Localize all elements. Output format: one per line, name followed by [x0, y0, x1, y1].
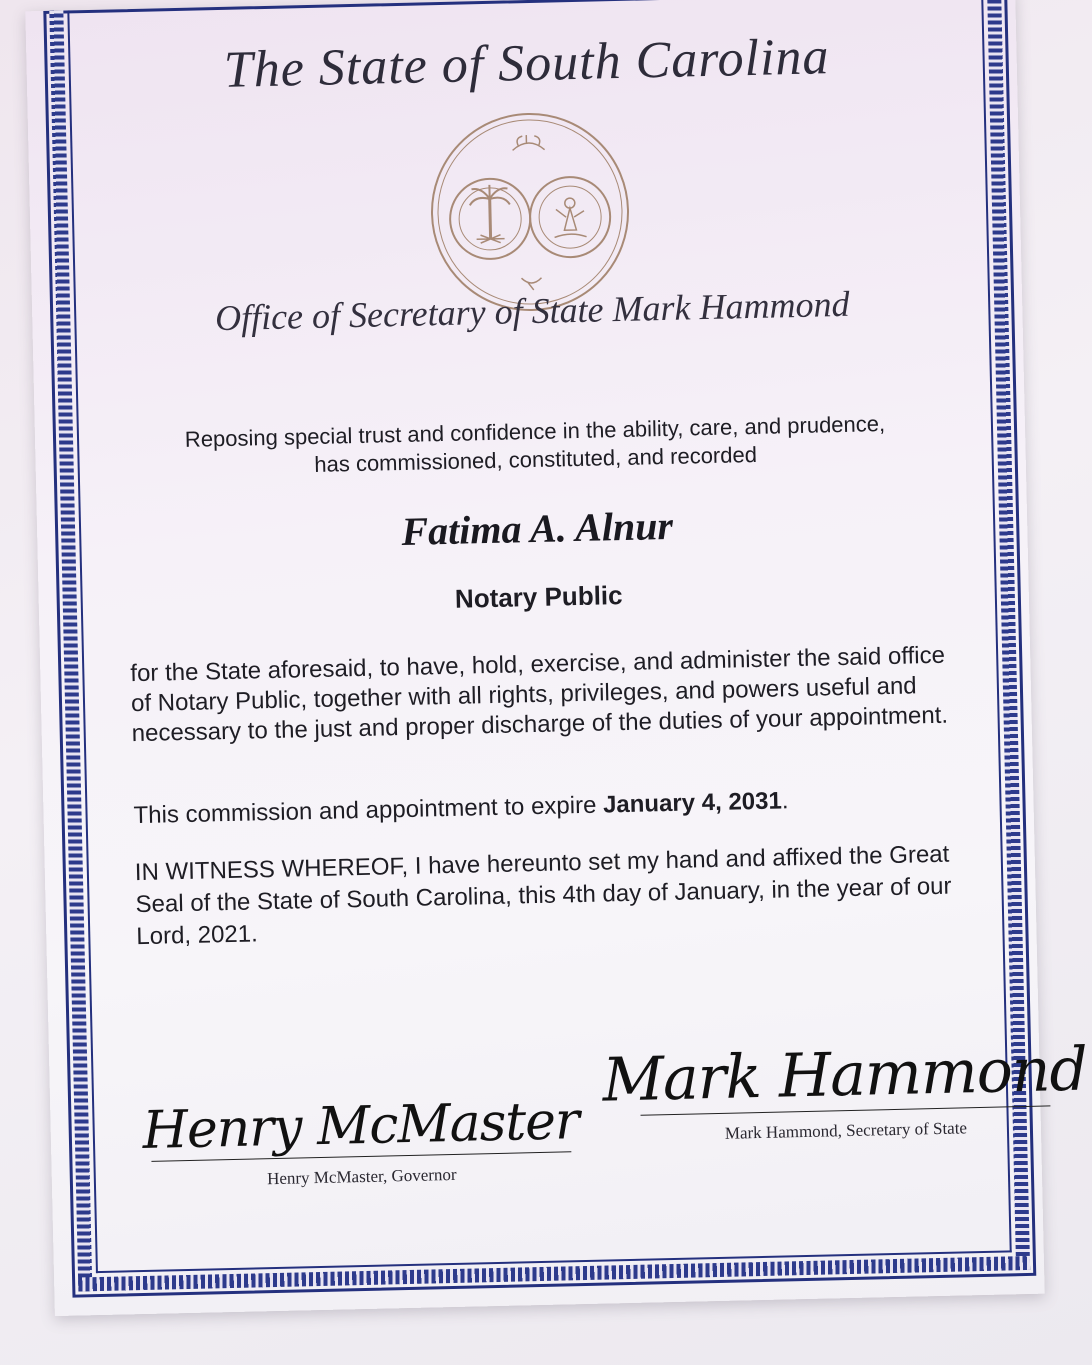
certificate-content: [85, 0, 1088, 1255]
commissioned-name: Fatima A. Alnur: [400, 502, 674, 554]
expire-prefix: This commission and appointment to expire: [133, 791, 604, 830]
governor-signature: Henry McMaster: [141, 1091, 580, 1162]
secretary-signature-block: [601, 1033, 1088, 1145]
reposing-line-2: has commissioned, constituted, and recorded: [314, 441, 758, 477]
expiration-line: [133, 784, 953, 831]
reposing-text: [95, 408, 976, 484]
witness-text: IN WITNESS WHEREOF, I have hereunto set my hand and affixed the Great Seal of the State of South Carolina, this 4th day of January, in the year of our Lord, 2021.: [134, 840, 952, 951]
reposing-line-1: Reposing special trust and confidence in the ability, care, and prudence,: [184, 411, 886, 452]
commission-body: for the State aforesaid, to have, hold, exercise, and administer the said office of Notary Public, together with all rights, privileges, and powers useful and necessary to the just and proper discharge of the duties of your appointment.: [130, 641, 949, 748]
position-title: Notary Public: [454, 580, 623, 614]
expire-date: January 4, 2031: [602, 787, 783, 819]
governor-caption: Henry McMaster, Governor: [266, 1164, 457, 1189]
great-seal-icon: [426, 108, 635, 317]
certificate-sheet: [25, 0, 1088, 1316]
governor-signature-block: [141, 1079, 580, 1192]
state-title: The State of South Carolina: [223, 28, 831, 99]
secretary-caption: Mark Hammond, Secretary of State: [724, 1118, 968, 1143]
office-line: Office of Secretary of State Mark Hammond: [214, 283, 850, 339]
secretary-signature: Mark Hammond: [601, 1034, 1088, 1116]
expire-suffix: .: [781, 787, 789, 815]
